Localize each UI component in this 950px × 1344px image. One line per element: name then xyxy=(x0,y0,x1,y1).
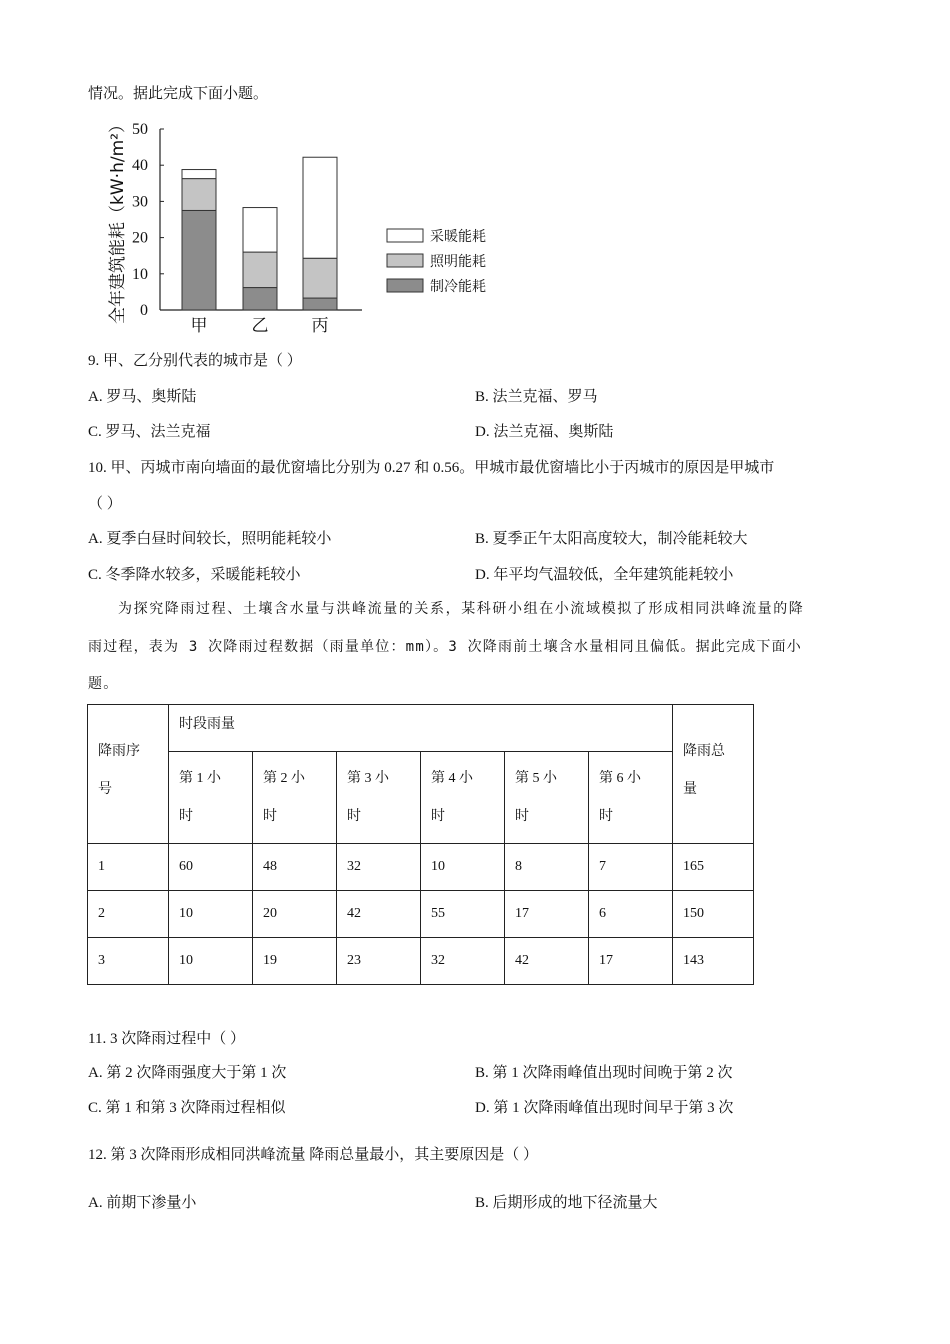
q10-stem-bracket: （ ） xyxy=(88,496,122,512)
table-row xyxy=(88,844,754,891)
q10-option-d[interactable]: D. 年平均气温较低，全年建筑能耗较小 xyxy=(475,567,734,583)
table-cell: 10 xyxy=(421,844,505,891)
q9-option-a[interactable]: A. 罗马、奥斯陆 xyxy=(88,389,197,405)
rainfall-table xyxy=(87,704,754,985)
q12-option-b[interactable]: B. 后期形成的地下径流量大 xyxy=(475,1195,658,1211)
passage-line-2: 雨过程，表为 3 次降雨过程数据（雨量单位：mm）。3 次降雨前土壤含水量相同且偏低。据此完成下面小 xyxy=(88,639,802,655)
table-cell: 10 xyxy=(169,938,253,985)
table-cell: 20 xyxy=(253,891,337,938)
q10-option-a[interactable]: A. 夏季白昼时间较长，照明能耗较小 xyxy=(88,531,332,547)
header-rain-seq: 降雨序 号 xyxy=(88,705,169,844)
q11-stem: 11. 3 次降雨过程中（ ） xyxy=(88,1031,245,1047)
passage-line-1: 为探究降雨过程、土壤含水量与洪峰流量的关系，某科研小组在小流域模拟了形成相同洪峰流量的降 xyxy=(118,601,805,617)
q11-option-a[interactable]: A. 第 2 次降雨强度大于第 1 次 xyxy=(88,1065,287,1081)
passage-line-3: 题。 xyxy=(88,676,119,692)
legend-label: 照明能耗 xyxy=(430,254,486,270)
table-cell: 143 xyxy=(673,938,754,985)
table-cell: 42 xyxy=(337,891,421,938)
header-period-rain: 时段雨量 xyxy=(169,705,673,752)
q9-option-c[interactable]: C. 罗马、法兰克福 xyxy=(88,424,211,440)
header-hour-3: 第 3 小 时 xyxy=(337,752,421,844)
x-tick-label: 甲 xyxy=(190,316,208,336)
y-tick-label: 40 xyxy=(132,157,148,175)
table-cell: 7 xyxy=(589,844,673,891)
bar-segment xyxy=(243,252,277,287)
table-cell: 150 xyxy=(673,891,754,938)
header-hour-5: 第 5 小 时 xyxy=(505,752,589,844)
q9-option-d[interactable]: D. 法兰克福、奥斯陆 xyxy=(475,424,614,440)
table-cell: 32 xyxy=(337,844,421,891)
y-axis-label: 全年建筑能耗（kW·h/m²） xyxy=(108,116,128,324)
stacked-bar-chart xyxy=(100,112,520,342)
header-hour-6: 第 6 小 时 xyxy=(589,752,673,844)
table-cell: 8 xyxy=(505,844,589,891)
legend-swatch xyxy=(387,254,423,267)
bar-segment xyxy=(243,288,277,310)
legend-label: 制冷能耗 xyxy=(430,279,486,295)
intro-text: 情况。据此完成下面小题。 xyxy=(88,86,269,102)
table-cell: 60 xyxy=(169,844,253,891)
q11-option-d[interactable]: D. 第 1 次降雨峰值出现时间早于第 3 次 xyxy=(475,1100,734,1116)
bar-segment xyxy=(303,258,337,298)
table-cell: 17 xyxy=(505,891,589,938)
q12-stem: 12. 第 3 次降雨形成相同洪峰流量 降雨总量最小，其主要原因是（ ） xyxy=(88,1147,539,1163)
table-cell: 55 xyxy=(421,891,505,938)
legend-label: 采暖能耗 xyxy=(430,229,486,245)
table-cell: 10 xyxy=(169,891,253,938)
table-cell: 32 xyxy=(421,938,505,985)
bar-segment xyxy=(243,208,277,253)
y-tick-label: 50 xyxy=(132,121,148,138)
legend-swatch xyxy=(387,229,423,242)
bar-segment xyxy=(303,157,337,258)
q9-option-b[interactable]: B. 法兰克福、罗马 xyxy=(475,389,598,405)
table-cell: 2 xyxy=(88,891,169,938)
table-cell: 19 xyxy=(253,938,337,985)
y-tick-label: 0 xyxy=(140,302,148,319)
table-cell: 17 xyxy=(589,938,673,985)
table-cell: 48 xyxy=(253,844,337,891)
header-hour-1: 第 1 小 时 xyxy=(169,752,253,844)
header-hour-4: 第 4 小 时 xyxy=(421,752,505,844)
bar-segment xyxy=(303,298,337,310)
bar-segment xyxy=(182,170,216,179)
x-tick-label: 丙 xyxy=(311,316,329,336)
legend-swatch xyxy=(387,279,423,292)
table-cell: 1 xyxy=(88,844,169,891)
table-cell: 42 xyxy=(505,938,589,985)
bar-segment xyxy=(182,179,216,211)
table-cell: 165 xyxy=(673,844,754,891)
q12-option-a[interactable]: A. 前期下渗量小 xyxy=(88,1195,197,1211)
y-tick-label: 10 xyxy=(132,265,148,283)
q11-option-c[interactable]: C. 第 1 和第 3 次降雨过程相似 xyxy=(88,1100,286,1116)
table-row xyxy=(88,938,754,985)
hour-header-row xyxy=(88,752,754,844)
bar-segment xyxy=(182,210,216,310)
q10-option-b[interactable]: B. 夏季正午太阳高度较大，制冷能耗较大 xyxy=(475,531,748,547)
q9-stem: 9. 甲、乙分别代表的城市是（ ） xyxy=(88,353,302,369)
header-total-rain: 降雨总 量 xyxy=(673,705,754,844)
y-tick-label: 20 xyxy=(132,229,148,247)
y-tick-label: 30 xyxy=(132,193,148,211)
table-cell: 3 xyxy=(88,938,169,985)
q10-stem: 10. 甲、丙城市南向墙面的最优窗墙比分别为 0.27 和 0.56。甲城市最优窗墙比小于丙城市的原因是甲城市 xyxy=(88,460,775,476)
header-hour-2: 第 2 小 时 xyxy=(253,752,337,844)
q10-option-c[interactable]: C. 冬季降水较多，采暖能耗较小 xyxy=(88,567,301,583)
table-cell: 23 xyxy=(337,938,421,985)
table-cell: 6 xyxy=(589,891,673,938)
table-row xyxy=(88,891,754,938)
x-tick-label: 乙 xyxy=(251,316,269,336)
q11-option-b[interactable]: B. 第 1 次降雨峰值出现时间晚于第 2 次 xyxy=(475,1065,733,1081)
